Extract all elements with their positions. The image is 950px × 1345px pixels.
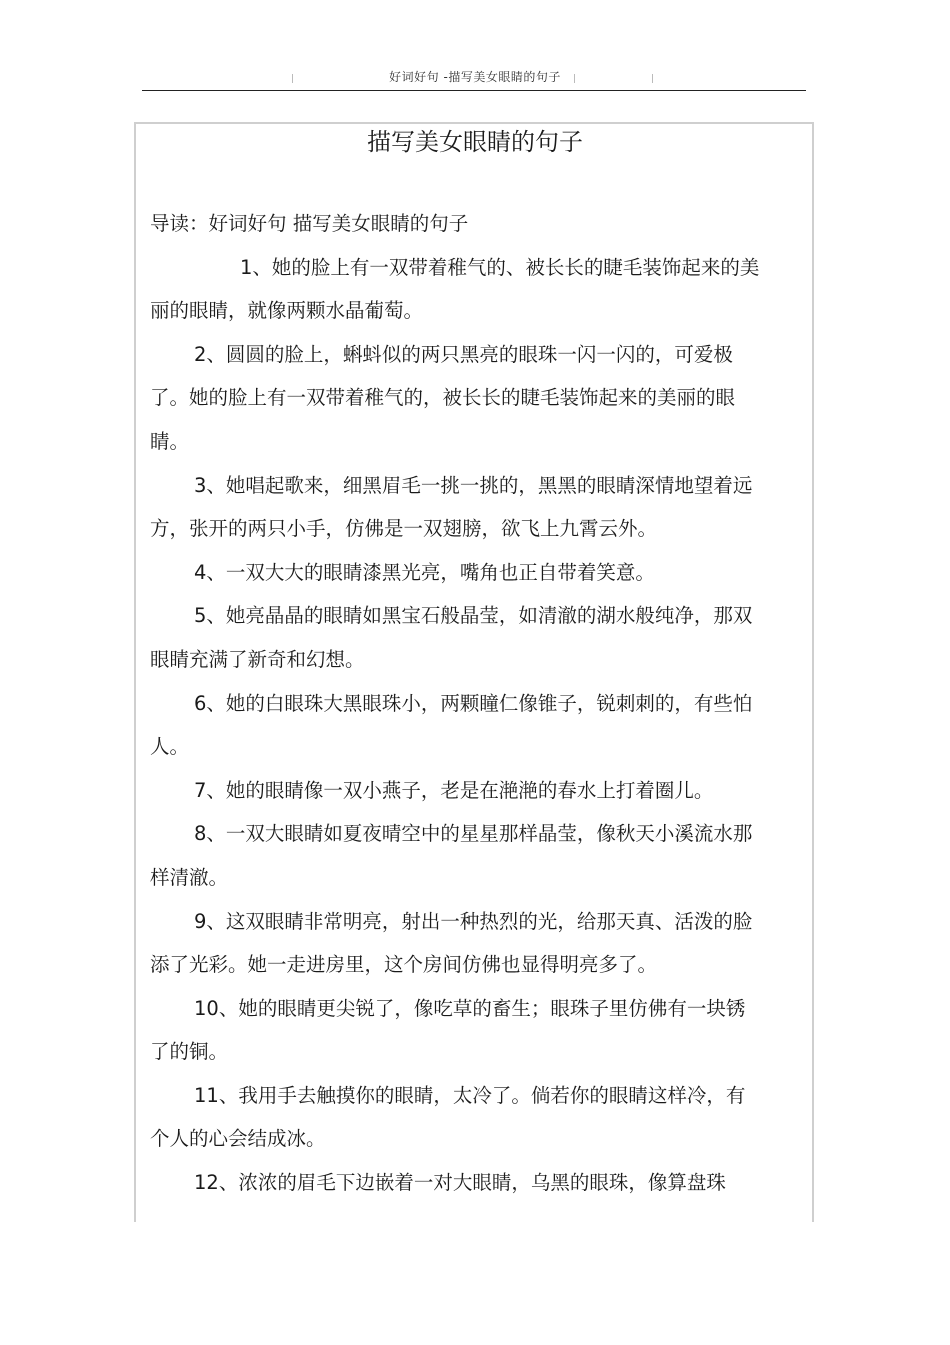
sentence-paragraph: 1、她的脸上有一双带着稚气的、被长长的睫毛装饰起来的美丽的眼睛，就像两颗水晶葡萄。 [150, 255, 760, 323]
sentence-paragraph: 12、浓浓的眉毛下边嵌着一对大眼睛，乌黑的眼珠，像算盘珠 [194, 1171, 726, 1195]
sentence-paragraph: 5、她亮晶晶的眼睛如黑宝石般晶莹，如清澈的湖水般纯净，那双眼睛充满了新奇和幻想。 [150, 604, 753, 671]
header-tick-mark [292, 74, 293, 83]
sentence-paragraph: 2、圆圆的脸上，蝌蚪似的两只黑亮的眼珠一闪一闪的，可爱极了。她的脸上有一双带着稚气的，被长长的睫毛装饰起来的美丽的眼睛。 [150, 342, 736, 453]
header-tick-mark [574, 74, 575, 83]
document-title: 描写美女眼睛的句子 [367, 128, 583, 156]
running-header: 好词好句 -描写美女眼睛的句子 [389, 70, 561, 84]
sentence-paragraph: 8、一双大眼睛如夏夜晴空中的星星那样晶莹，像秋天小溪流水那样清澈。 [150, 822, 753, 889]
sentence-paragraph: 7、她的眼睛像一双小燕子，老是在滟滟的春水上打着圈儿。 [194, 778, 714, 802]
sentence-paragraph: 3、她唱起歌来，细黑眉毛一挑一挑的，黑黑的眼睛深情地望着远方，张开的两只小手，仿佛是一双翅膀，欲飞上九霄云外。 [150, 473, 753, 541]
sentence-paragraph: 11、我用手去触摸你的眼睛，太冷了。倘若你的眼睛这样冷，有个人的心会结成冰。 [150, 1083, 746, 1151]
sentence-paragraph: 9、这双眼睛非常明亮，射出一种热烈的光，给那天真、活泼的脸添了光彩。她一走进房里，这个房间仿佛也显得明亮多了。 [150, 909, 753, 977]
intro-line: 导读：好词好句 描写美女眼睛的句子 [150, 212, 469, 235]
header-rule [142, 90, 806, 91]
sentence-paragraph: 4、一双大大的眼睛漆黑光亮，嘴角也正自带着笑意。 [194, 560, 655, 584]
document-body [150, 202, 762, 1205]
header-tick-mark [652, 74, 653, 83]
sentence-paragraph: 10、她的眼睛更尖锐了，像吃草的畜生；眼珠子里仿佛有一块锈了的铜。 [150, 996, 746, 1064]
sentence-paragraph: 6、她的白眼珠大黑眼珠小，两颗瞳仁像锥子，锐刺刺的，有些怕人。 [150, 691, 753, 759]
